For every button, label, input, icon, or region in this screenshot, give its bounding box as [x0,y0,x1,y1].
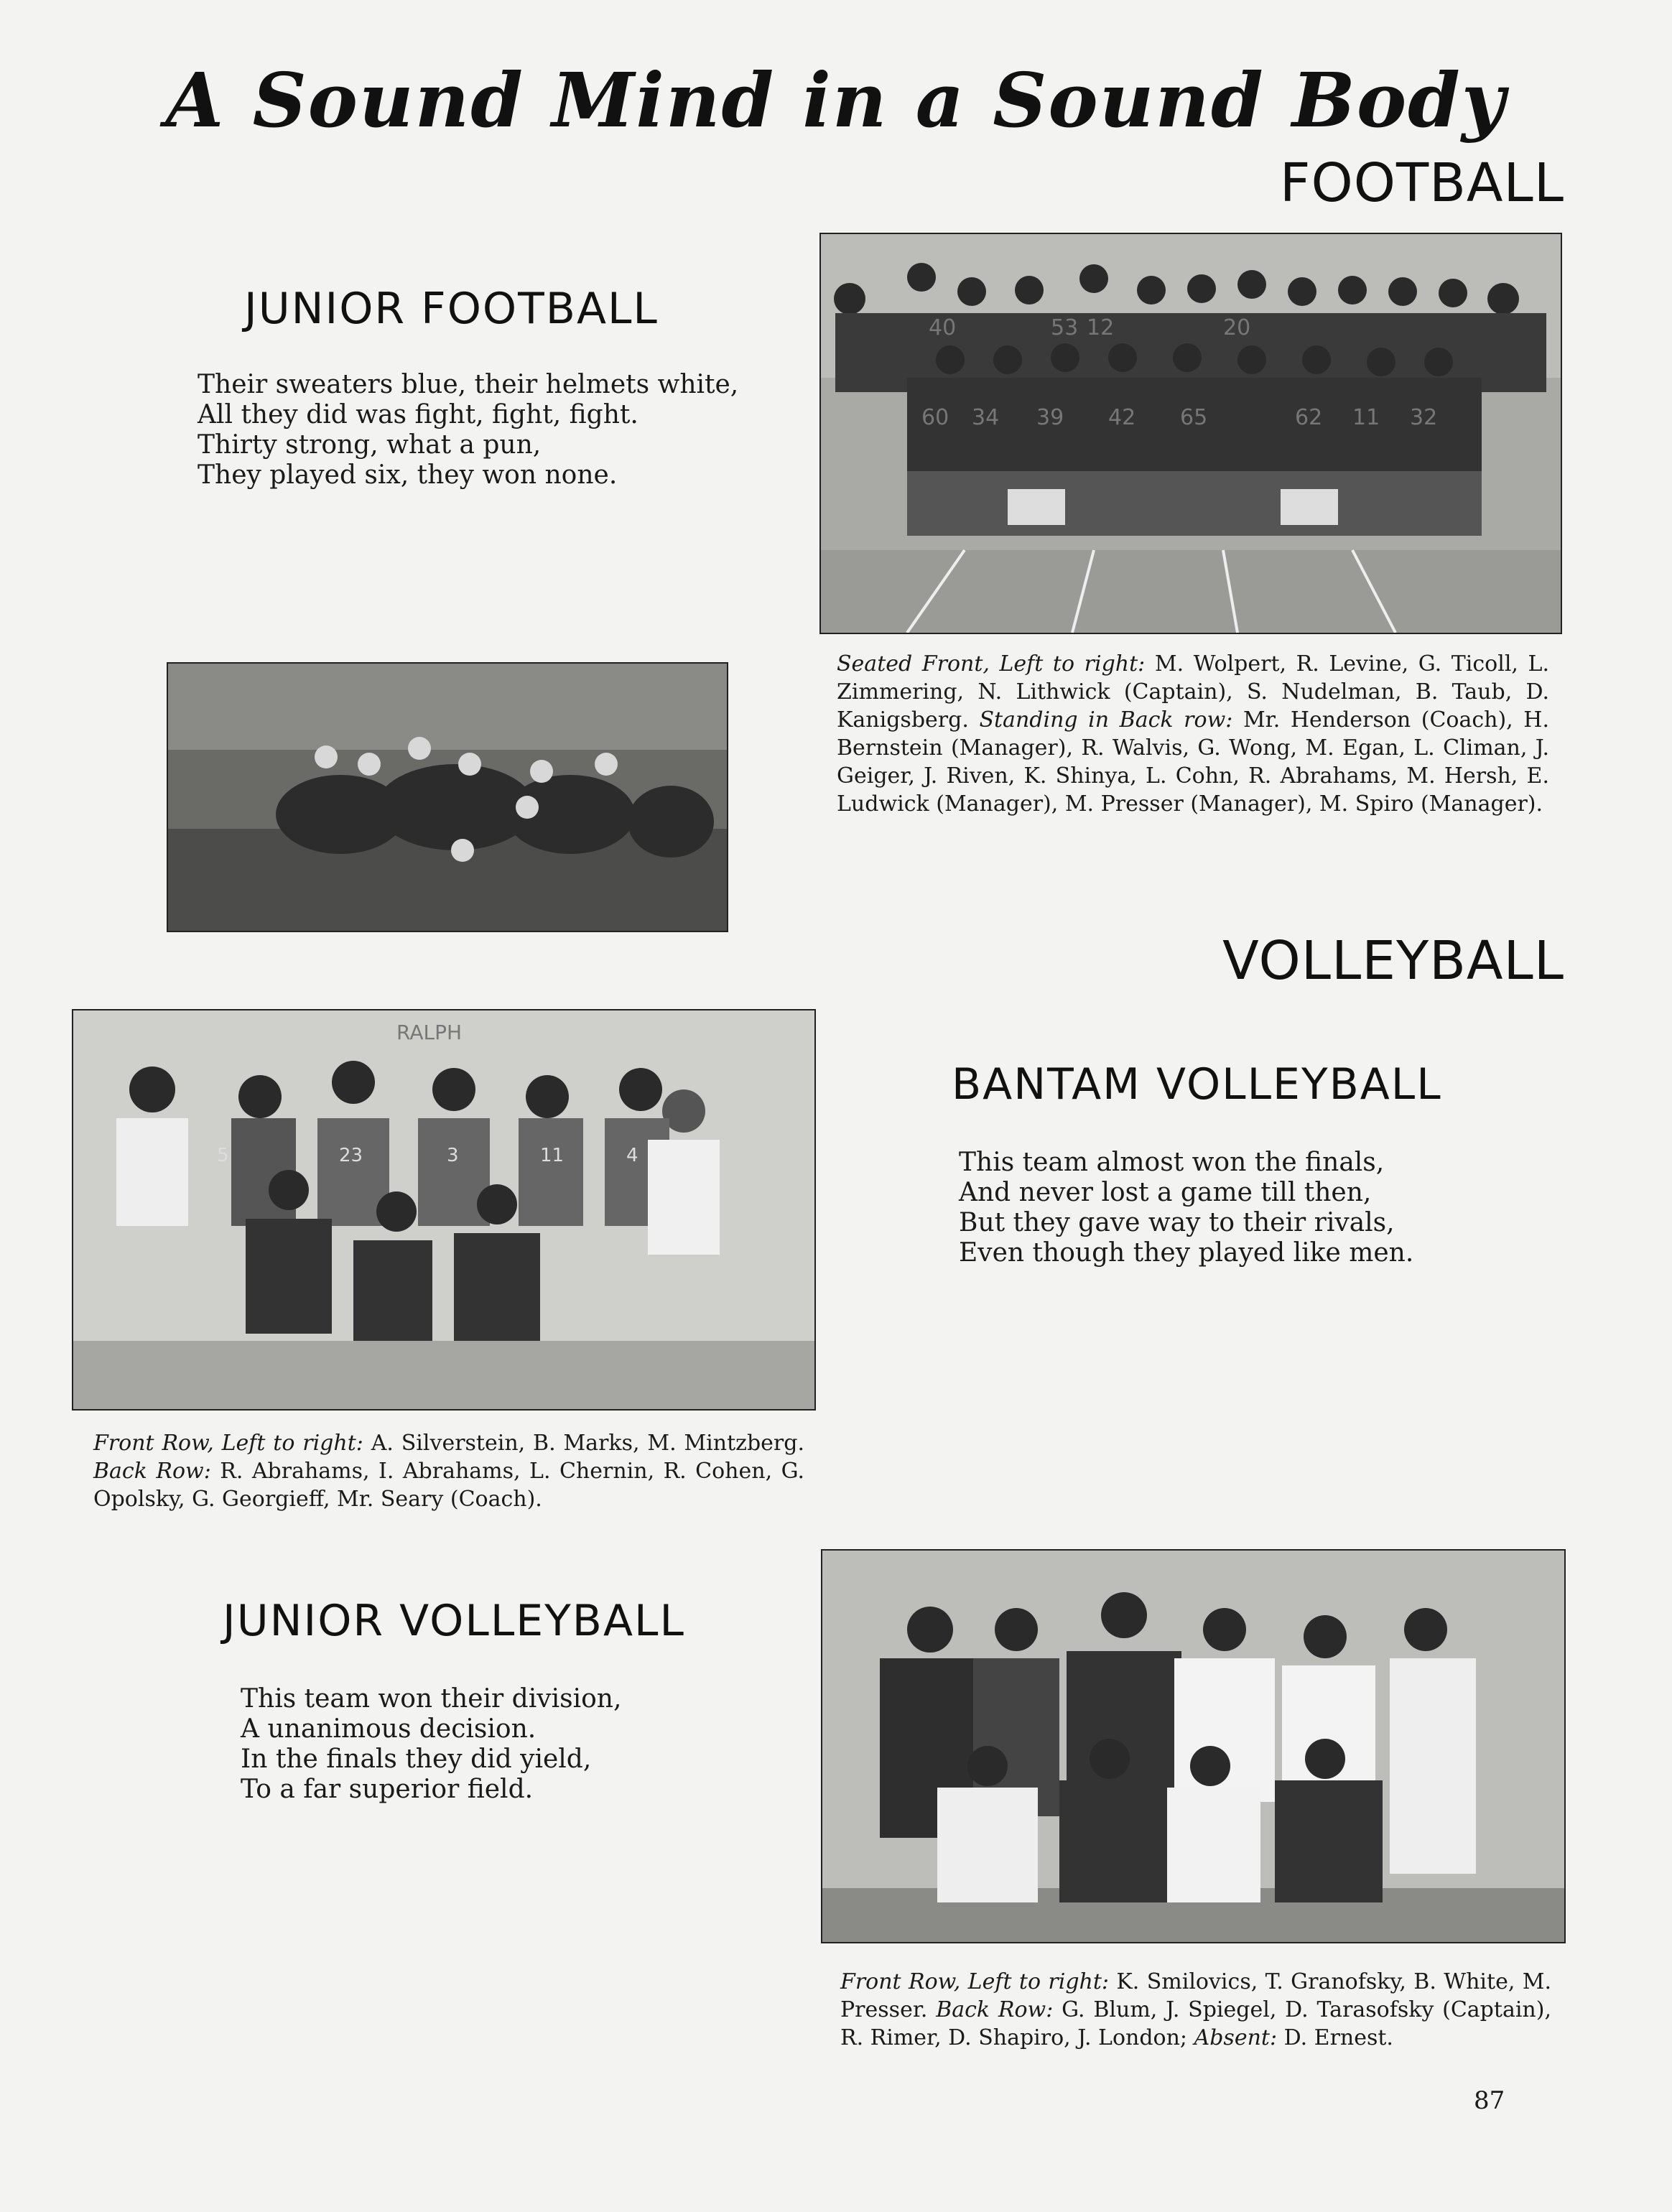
football-action-photo [167,662,728,932]
poem-line: Even though they played like men. [959,1238,1414,1268]
jersey-number: 20 [1223,315,1251,340]
junior-volleyball-heading: JUNIOR VOLLEYBALL [223,1596,685,1646]
jersey-number: 12 [1087,315,1115,340]
page-number: 87 [1474,2086,1505,2115]
poem-line: In the finals they did yield, [241,1744,592,1774]
poem-line: But they gave way to their rivals, [959,1208,1395,1237]
jersey-number: 11 [540,1145,565,1166]
caption-text: R. Abrahams, I. Abrahams, L. Chernin, R. Cohen, G. Opolsky, G. Georgieff, Mr. Seary (Coach). [93,1459,804,1512]
junior-volleyball-caption [840,1968,1551,2052]
caption-label: Absent: [1194,2025,1278,2050]
caption-text: M. Wolpert, R. Levine, G. Ticoll, L. Zimmering, N. Lithwick (Captain), S. Nudelman, B. Taub, D. Kanigsberg. [837,651,1550,733]
jersey-number: 11 [1352,405,1380,430]
poem-line: All they did was fight, fight, fight. [198,400,638,429]
bantam-volleyball-photo [72,1009,816,1411]
photo-annotation: RALPH [396,1021,463,1044]
bantam-volleyball-heading: BANTAM VOLLEYBALL [952,1059,1442,1110]
poem-line: And never lost a game till then, [959,1178,1372,1207]
jersey-number: 32 [1410,405,1438,430]
jersey-number: 53 [1051,315,1079,340]
caption-text: A. Silverstein, B. Marks, M. Mintzberg. [363,1431,804,1456]
jersey-number: 60 [921,405,949,430]
football-caption [837,650,1549,818]
caption-label: Front Row, Left to right: [93,1431,363,1456]
bantam-volleyball-poem [959,1148,1413,1268]
page-title: A Sound Mind in a Sound Body [165,56,1507,144]
poem-line: This team won their division, [241,1684,622,1714]
caption-text: Mr. Henderson (Coach), H. Bernstein (Manager), R. Walvis, G. Wong, M. Egan, L. Climan, J. Geiger, J. Riven, K. Shinya, L. Cohn, R. Abrahams, M. Hersh, E. Ludwick (Manager), M. Presser (Manager), M. Spiro (Manager). [837,707,1550,817]
caption-text: K. Smilovics, T. Granofsky, B. White, M. Presser. [840,1969,1551,2022]
caption-label: Back Row: [936,1997,1054,2022]
bantam-volleyball-caption [93,1429,804,1513]
volleyball-heading: VOLLEYBALL [1222,930,1564,992]
junior-volleyball-poem [241,1684,621,1805]
football-heading: FOOTBALL [1279,152,1564,214]
jersey-number: 23 [339,1145,363,1166]
poem-line: They played six, they won none. [198,460,618,490]
jersey-number: 5 [217,1145,229,1166]
caption-text: G. Blum, J. Spiegel, D. Tarasofsky (Captain), R. Rimer, D. Shapiro, J. London; [840,1997,1551,2050]
caption-label: Seated Front, Left to right: [837,651,1146,677]
jersey-number: 42 [1108,405,1136,430]
caption-text: D. Ernest. [1277,2025,1393,2050]
poem-line: Thirty strong, what a pun, [198,430,542,460]
poem-line: To a far superior field. [241,1775,534,1804]
junior-football-heading: JUNIOR FOOTBALL [244,284,659,334]
jersey-number: 40 [929,315,957,340]
jersey-number: 62 [1295,405,1323,430]
jersey-number: 39 [1036,405,1064,430]
jersey-number: 34 [972,405,1000,430]
football-team-photo [819,233,1562,634]
poem-line: A unanimous decision. [241,1714,537,1744]
caption-label: Back Row: [93,1459,211,1484]
caption-label: Standing in Back row: [979,707,1233,733]
poem-line: This team almost won the finals, [959,1148,1385,1177]
caption-label: Front Row, Left to right: [840,1969,1110,1994]
junior-volleyball-photo [821,1549,1566,1943]
junior-football-poem [198,370,738,491]
poem-line: Their sweaters blue, their helmets white, [198,370,739,399]
jersey-number: 65 [1180,405,1208,430]
jersey-number: 3 [447,1145,459,1166]
jersey-number: 4 [626,1145,638,1166]
